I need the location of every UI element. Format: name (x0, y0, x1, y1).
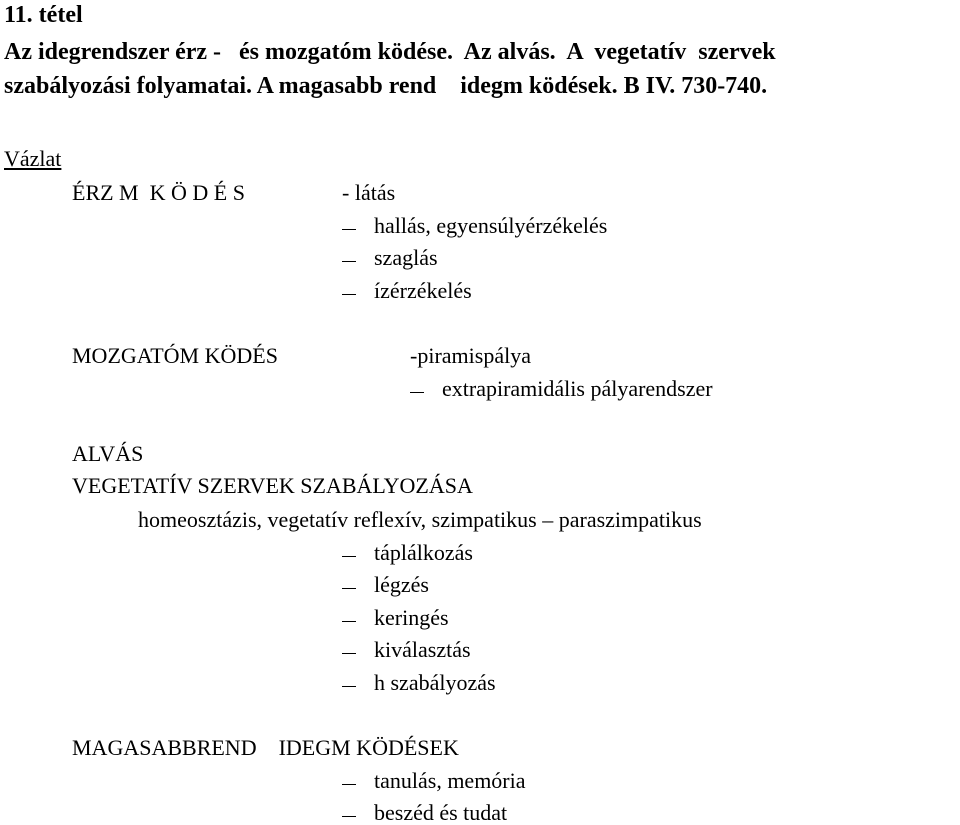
sensory-item: ízérzékelés (342, 280, 472, 302)
vegetative-line: homeosztázis, vegetatív reflexív, szimpatikus – paraszimpatikus (138, 507, 702, 532)
outline-label: Vázlat (4, 146, 62, 171)
topic-line-1: Az idegrendszer érz - és mozgatóm ködése. Az alvás. A vegetatív szervek (4, 39, 776, 65)
vegetative-item: kiválasztás (342, 639, 471, 661)
dash-icon (342, 621, 356, 622)
higher-heading: MAGASABBREND IDEGM KÖDÉSEK (72, 735, 459, 760)
dash-icon (342, 653, 356, 654)
sensory-item: szaglás (342, 247, 438, 269)
vegetative-item: h szabályozás (342, 672, 496, 694)
dash-icon (342, 229, 356, 230)
dash-icon (342, 816, 356, 817)
motor-heading: MOZGATÓM KÖDÉS (72, 343, 278, 368)
sleep-heading: ALVÁS (72, 441, 144, 466)
sensory-heading: ÉRZ M K Ö D É S (72, 180, 245, 205)
dash-icon (342, 784, 356, 785)
motor-item-pyramidal: -piramispálya (410, 343, 531, 368)
vegetative-heading: VEGETATÍV SZERVEK SZABÁLYOZÁSA (72, 473, 473, 498)
motor-item: extrapiramidális pályarendszer (410, 378, 713, 400)
dash-icon (342, 294, 356, 295)
higher-item: beszéd és tudat (342, 802, 507, 824)
dash-icon (342, 588, 356, 589)
dash-icon (342, 686, 356, 687)
dash-icon (410, 392, 424, 393)
topic-line-2: szabályozási folyamatai. A magasabb rend idegm ködések. B IV. 730-740. (4, 73, 768, 99)
dash-icon (342, 261, 356, 262)
sensory-item: hallás, egyensúlyérzékelés (342, 215, 607, 237)
vegetative-item: keringés (342, 607, 449, 629)
vegetative-item: táplálkozás (342, 542, 473, 564)
dash-icon (342, 556, 356, 557)
higher-item: tanulás, memória (342, 770, 526, 792)
vegetative-item: légzés (342, 574, 429, 596)
sensory-item-vision: - látás (342, 180, 396, 205)
document-title: 11. tétel (4, 2, 83, 28)
